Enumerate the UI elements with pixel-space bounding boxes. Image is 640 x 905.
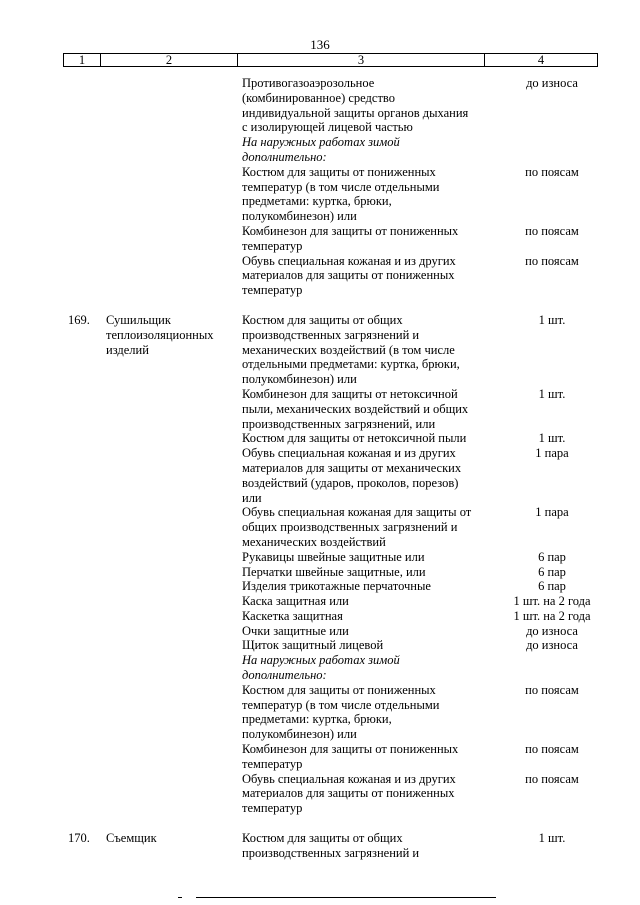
equipment-name: Каскетка защитная bbox=[242, 608, 343, 623]
equipment-name: Костюм для защиты от нетоксичной пыли bbox=[242, 431, 467, 446]
issue-norm: по поясам bbox=[525, 682, 579, 697]
entry-number: 169. bbox=[68, 312, 90, 327]
equipment-name: Обувь специальная кожаная и из других материалов для защиты от механических воздействий (ударов, проколов, порезов) или bbox=[242, 446, 462, 505]
equipment-name: Костюм для защиты от пониженных температур (в том числе отдельными предметами: куртка, брюки, полукомбинезон) или bbox=[242, 164, 440, 224]
column-header-4: 4 bbox=[537, 53, 545, 67]
issue-norm: по поясам bbox=[525, 742, 579, 757]
equipment-item bbox=[242, 742, 640, 772]
equipment-name: Костюм для защиты от пониженных температур (в том числе отдельными предметами: куртка, брюки, полукомбинезон) или bbox=[242, 682, 440, 742]
equipment-item bbox=[242, 313, 640, 387]
equipment-item bbox=[242, 831, 640, 861]
equipment-item bbox=[242, 624, 640, 639]
equipment-list bbox=[242, 831, 640, 861]
column-header-2: 2 bbox=[101, 54, 238, 66]
equipment-name: Обувь специальная кожаная для защиты от общих производственных загрязнений и механических воздействий bbox=[242, 505, 472, 549]
issue-norm: 6 пар bbox=[538, 579, 566, 594]
equipment-item bbox=[242, 165, 640, 224]
issue-norm: 6 пар bbox=[538, 549, 566, 564]
issue-norm: 6 пар bbox=[538, 564, 566, 579]
issue-norm: до износа bbox=[526, 638, 578, 653]
equipment-name: Рукавицы швейные защитные или bbox=[242, 549, 425, 564]
bottom-rule bbox=[196, 897, 496, 898]
equipment-item bbox=[242, 772, 640, 816]
issue-norm: 1 шт. bbox=[538, 431, 566, 446]
issue-norm: по поясам bbox=[525, 771, 579, 786]
entry-number: 170. bbox=[68, 831, 90, 846]
occupation-name: Съемщик bbox=[106, 831, 157, 846]
entries-list bbox=[0, 76, 640, 861]
issue-norm: 1 шт. bbox=[538, 386, 566, 401]
entry-row bbox=[0, 76, 640, 298]
equipment-item bbox=[242, 76, 640, 135]
equipment-name: На наружных работах зимой дополнительно: bbox=[242, 135, 400, 164]
equipment-item bbox=[242, 594, 640, 609]
issue-norm: 1 пара bbox=[535, 446, 569, 461]
equipment-name: Костюм для защиты от общих производственных загрязнений и bbox=[242, 831, 420, 860]
issue-norm: 1 шт. bbox=[538, 831, 566, 846]
equipment-list bbox=[242, 313, 640, 816]
issue-norm: по поясам bbox=[525, 223, 579, 238]
occupation-name: Сушильщик теплоизоляционных изделий bbox=[106, 312, 214, 357]
equipment-item bbox=[242, 565, 640, 580]
column-header-3: 3 bbox=[238, 54, 485, 66]
equipment-item bbox=[242, 505, 640, 549]
equipment-name: На наружных работах зимой дополнительно: bbox=[242, 653, 400, 683]
entry-row bbox=[0, 831, 640, 861]
equipment-item bbox=[242, 579, 640, 594]
issue-norm: по поясам bbox=[525, 253, 579, 268]
page-number: 136 bbox=[310, 37, 330, 52]
equipment-item bbox=[242, 446, 640, 505]
issue-norm: до износа bbox=[526, 623, 578, 638]
equipment-name: Противогазоаэрозольное (комбинированное) средство индивидуальной защиты органов дыхания с изолирующей лицевой частью bbox=[242, 76, 469, 135]
equipment-name: Перчатки швейные защитные, или bbox=[242, 564, 426, 579]
equipment-name: Костюм для защиты от общих производственных загрязнений и механических воздействий (в том числе отдельными предметами: куртка, брюки, полукомбинезон) или bbox=[242, 312, 460, 387]
issue-norm: 1 шт. bbox=[538, 312, 566, 327]
column-header-1: 1 bbox=[64, 54, 101, 66]
equipment-item bbox=[242, 431, 640, 446]
equipment-name: Щиток защитный лицевой bbox=[242, 638, 384, 653]
equipment-item bbox=[242, 254, 640, 298]
issue-norm: по поясам bbox=[525, 164, 579, 179]
column-header-row bbox=[63, 53, 598, 67]
entry-row bbox=[0, 313, 640, 816]
equipment-name: Комбинезон для защиты от пониженных температур bbox=[242, 223, 459, 253]
equipment-name: Каска защитная или bbox=[242, 594, 349, 609]
issue-norm bbox=[482, 135, 622, 165]
equipment-item bbox=[242, 638, 640, 653]
condition-note bbox=[242, 135, 640, 165]
issue-norm: 1 шт. на 2 года bbox=[513, 594, 591, 609]
equipment-item bbox=[242, 683, 640, 742]
equipment-name: Комбинезон для защиты от нетоксичной пыли, механических воздействий и общих производственных загрязнений, или bbox=[242, 386, 469, 431]
issue-norm bbox=[482, 653, 622, 683]
equipment-item bbox=[242, 609, 640, 624]
equipment-item bbox=[242, 224, 640, 254]
equipment-item bbox=[242, 387, 640, 431]
condition-note bbox=[242, 653, 640, 683]
equipment-name: Комбинезон для защиты от пониженных температур bbox=[242, 742, 459, 771]
issue-norm: 1 пара bbox=[535, 505, 569, 520]
equipment-name: Очки защитные или bbox=[242, 623, 349, 638]
equipment-item bbox=[242, 550, 640, 565]
equipment-name: Обувь специальная кожаная и из других материалов для защиты от пониженных температур bbox=[242, 253, 456, 298]
equipment-name: Обувь специальная кожаная и из других материалов для защиты от пониженных температур bbox=[242, 771, 456, 816]
equipment-list bbox=[242, 76, 640, 298]
issue-norm: 1 шт. на 2 года bbox=[513, 608, 591, 623]
equipment-name: Изделия трикотажные перчаточные bbox=[242, 579, 431, 594]
scan-mark bbox=[178, 897, 182, 898]
issue-norm: до износа bbox=[526, 76, 578, 90]
